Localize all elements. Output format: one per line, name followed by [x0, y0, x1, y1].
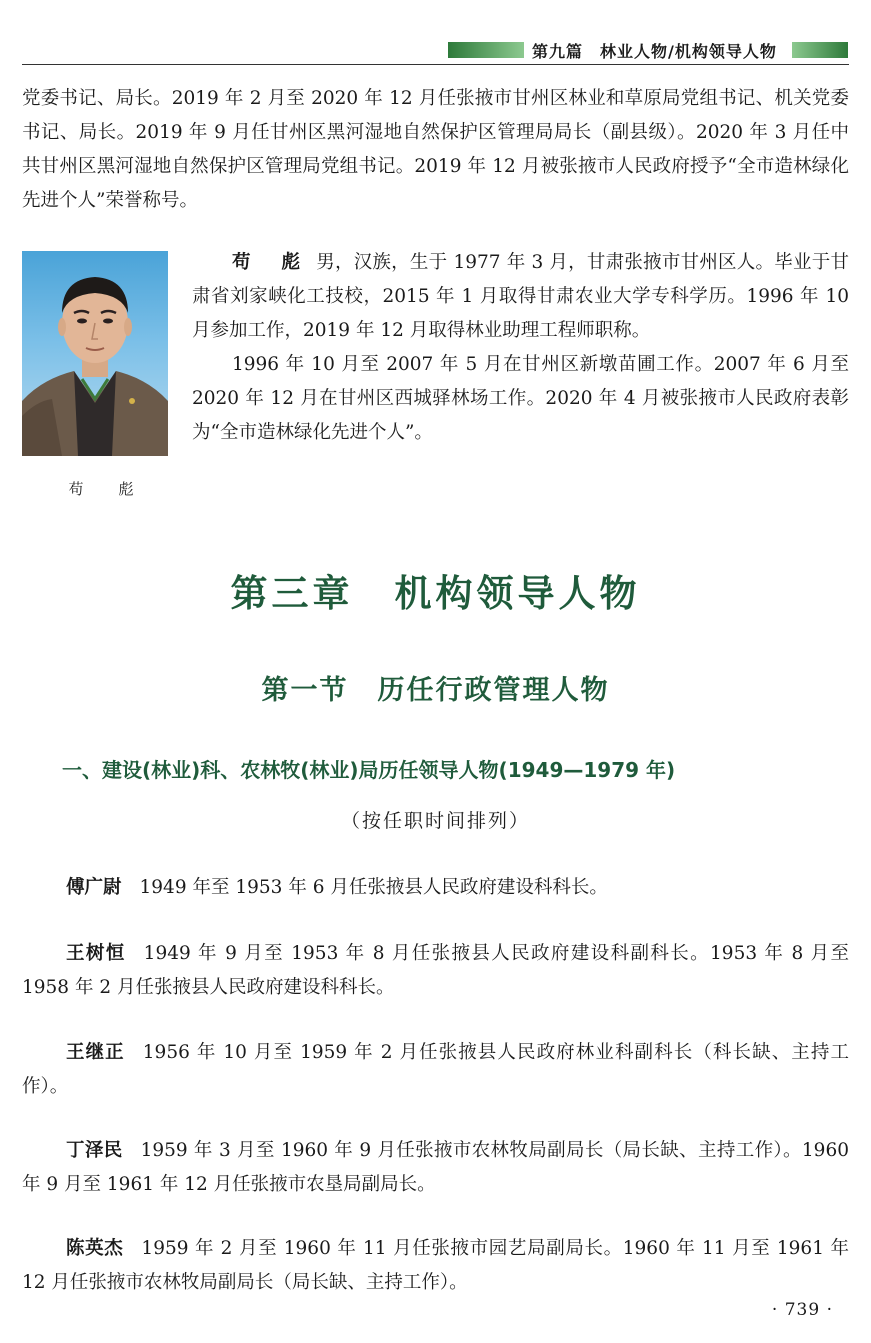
- chapter-title: 第三章 机构领导人物: [230, 572, 641, 615]
- profile-name: 苟 彪: [232, 252, 307, 273]
- portrait-photo: [22, 251, 168, 456]
- person-name: 王继正: [66, 1042, 125, 1063]
- bio-paragraph-1: [192, 246, 849, 348]
- person-entry: [22, 1232, 849, 1300]
- subsection-title: 一、建设(林业)科、农林牧(林业)局历任领导人物(1949—1979 年): [62, 758, 676, 782]
- person-name: 陈英杰: [66, 1238, 124, 1259]
- header-decor-bar-right: [792, 42, 848, 58]
- person-text: 1959 年 2 月至 1960 年 11 月任张掖市园艺局副局长。1960 年 11 月至 1961 年 12 月任张掖市农林牧局副局长（局长缺、主持工作）。: [22, 1238, 849, 1293]
- person-entry: [22, 1036, 849, 1104]
- bio-text-1: 男，汉族，生于 1977 年 3 月，甘肃张掖市甘州区人。毕业于甘肃省刘家峡化工技校，2015 年 1 月取得甘肃农业大学专科学历。1996 年 10 月参加工作，2019 年 12 月取得林业助理工程师职称。: [192, 252, 849, 341]
- person-text: 1949 年至 1953 年 6 月任张掖县人民政府建设科科长。: [139, 877, 608, 898]
- person-entry: [22, 1134, 849, 1202]
- profile-bio: [192, 246, 849, 450]
- person-name: 王树恒: [66, 943, 126, 964]
- section-title: 第一节 历任行政管理人物: [261, 675, 610, 706]
- person-entry: [22, 937, 849, 1005]
- person-name: 傅广尉: [66, 877, 122, 898]
- running-header: [22, 38, 849, 65]
- page-number: · 739 ·: [771, 1300, 833, 1320]
- header-title: 第九篇 林业人物/机构领导人物: [532, 42, 777, 61]
- person-text: 1956 年 10 月至 1959 年 2 月任张掖县人民政府林业科副科长（科长缺、主持工作）。: [22, 1042, 849, 1097]
- header-decor-bar-left: [448, 42, 524, 58]
- photo-caption: 苟 彪: [68, 480, 144, 498]
- ordering-note: （按任职时间排列）: [340, 810, 530, 832]
- person-name: 丁泽民: [66, 1140, 123, 1161]
- person-text: 1959 年 3 月至 1960 年 9 月任张掖市农林牧局副局长（局长缺、主持工作）。1960 年 9 月至 1961 年 12 月任张掖市农垦局副局长。: [22, 1140, 849, 1195]
- person-text: 1949 年 9 月至 1953 年 8 月任张掖县人民政府建设科副科长。1953 年 8 月至 1958 年 2 月任张掖县人民政府建设科科长。: [22, 943, 849, 998]
- bio-paragraph-2: 1996 年 10 月至 2007 年 5 月在甘州区新墩苗圃工作。2007 年 6 月至 2020 年 12 月在甘州区西城驿林场工作。2020 年 4 月被张掖市人民政府表彰为“全市造林绿化先进个人”。: [192, 354, 849, 443]
- intro-paragraph: 党委书记、局长。2019 年 2 月至 2020 年 12 月任张掖市甘州区林业和草原局党组书记、机关党委书记、局长。2019 年 9 月任甘州区黑河湿地自然保护区管理局局长（副县级）。2020 年 3 月任中共甘州区黑河湿地自然保护区管理局党组书记。2019 年 12 月被张掖市人民政府授予“全市造林绿化先进个人”荣誉称号。: [22, 88, 849, 211]
- person-entry: [22, 871, 849, 905]
